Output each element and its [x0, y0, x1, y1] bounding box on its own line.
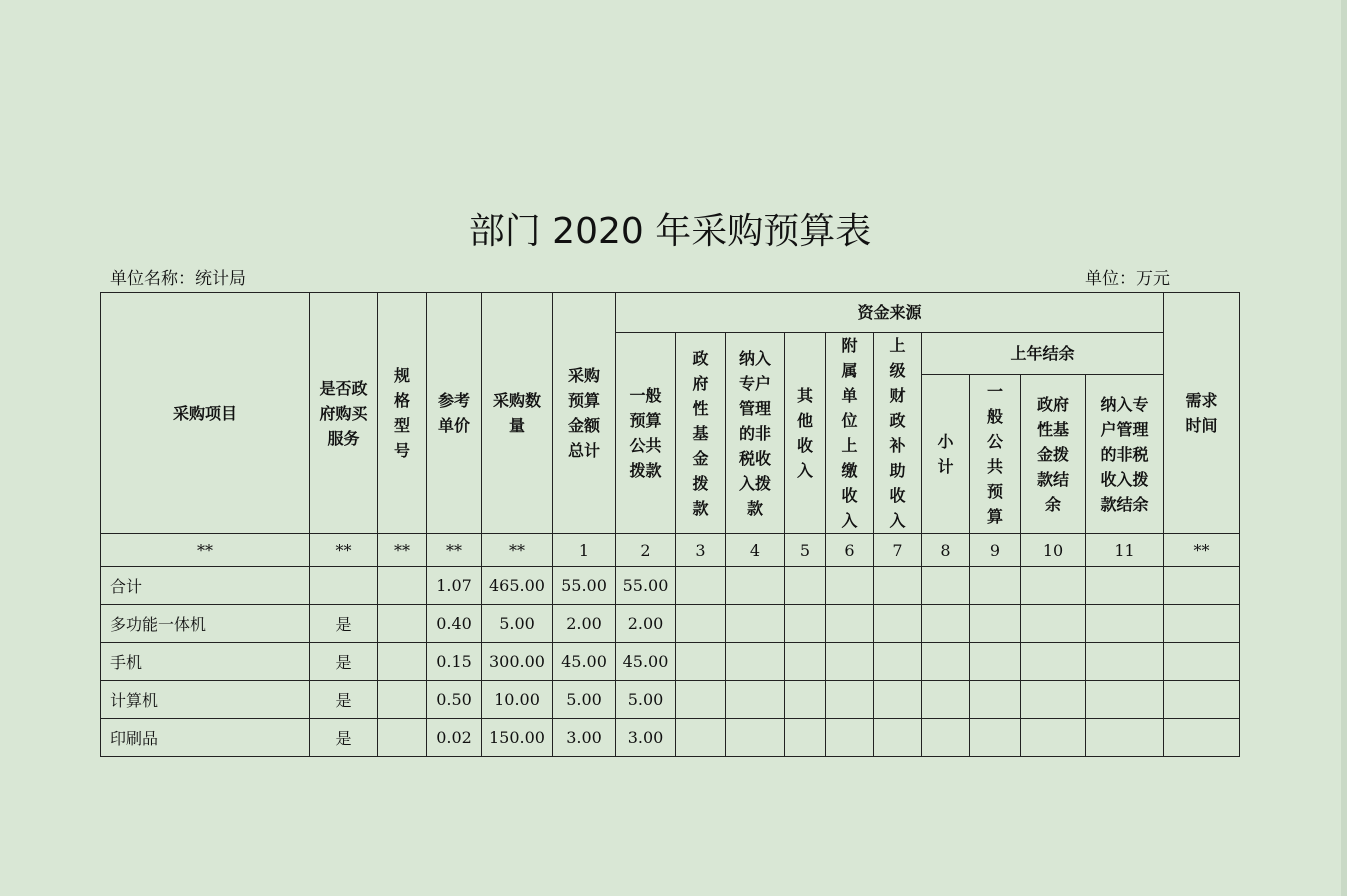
table-cell [726, 605, 785, 643]
table-cell [378, 643, 427, 681]
table-cell [874, 719, 922, 757]
header-need-time: 需求时间 [1164, 293, 1240, 534]
unit-name-label: 单位名称：统计局 [110, 269, 246, 289]
table-row [101, 681, 1240, 719]
index-cell: ** [310, 534, 378, 567]
table-cell: 5.00 [616, 681, 676, 719]
table-cell [826, 681, 874, 719]
page-title: 部门 2020 年采购预算表 [468, 211, 872, 252]
table-cell [726, 643, 785, 681]
index-cell: 8 [922, 534, 970, 567]
table-cell [378, 567, 427, 605]
table-cell [970, 681, 1021, 719]
page-edge [1341, 0, 1347, 896]
table-cell [1086, 605, 1164, 643]
table-cell [676, 681, 726, 719]
index-cell: ** [101, 534, 310, 567]
header-general-budget: 一般预算公共拨款 [616, 333, 676, 534]
header-carryover: 上年结余 [922, 333, 1164, 375]
table-cell [922, 719, 970, 757]
header-total: 采购预算金额总计 [553, 293, 616, 534]
table-cell [970, 719, 1021, 757]
table-cell: 2.00 [616, 605, 676, 643]
table-cell: 150.00 [482, 719, 553, 757]
table-cell [922, 643, 970, 681]
item-name-cell: 计算机 [101, 681, 310, 719]
table-cell [378, 605, 427, 643]
table-cell: 是 [310, 643, 378, 681]
table-cell [1086, 681, 1164, 719]
unit-label: 单位：万元 [1085, 269, 1170, 289]
table-cell [785, 681, 826, 719]
table-cell [378, 719, 427, 757]
table-cell [1021, 605, 1086, 643]
table-cell [726, 681, 785, 719]
header-spec: 规格型号 [378, 293, 427, 534]
index-cell: 9 [970, 534, 1021, 567]
header-carry-nontax: 纳入专户管理的非税收入拨款结余 [1086, 375, 1164, 534]
table-cell [726, 567, 785, 605]
table-row [101, 719, 1240, 757]
table-cell: 1.07 [427, 567, 482, 605]
table-cell [1021, 643, 1086, 681]
table-row [101, 567, 1240, 605]
table-cell [1164, 681, 1240, 719]
table-cell [785, 643, 826, 681]
index-cell: 11 [1086, 534, 1164, 567]
table-cell: 300.00 [482, 643, 553, 681]
table-cell: 0.02 [427, 719, 482, 757]
table-cell [676, 643, 726, 681]
item-name-cell: 多功能一体机 [101, 605, 310, 643]
table-cell [874, 567, 922, 605]
header-quantity: 采购数量 [482, 293, 553, 534]
index-cell: 2 [616, 534, 676, 567]
table-cell [1021, 681, 1086, 719]
header-nontax: 纳入专户管理的非税收入拨款 [726, 333, 785, 534]
header-other: 其他收入 [785, 333, 826, 534]
table-cell [1086, 719, 1164, 757]
table-cell: 3.00 [553, 719, 616, 757]
table-cell [676, 719, 726, 757]
table-cell: 45.00 [553, 643, 616, 681]
table-cell [922, 681, 970, 719]
table-cell [1021, 567, 1086, 605]
index-cell: 5 [785, 534, 826, 567]
index-cell: ** [427, 534, 482, 567]
table-cell [1021, 719, 1086, 757]
index-cell: 4 [726, 534, 785, 567]
table-cell: 5.00 [553, 681, 616, 719]
table-cell [970, 643, 1021, 681]
index-cell: 10 [1021, 534, 1086, 567]
header-affiliated: 附属单位上缴收入 [826, 333, 874, 534]
table-cell: 3.00 [616, 719, 676, 757]
index-cell: ** [1164, 534, 1240, 567]
table-cell [826, 605, 874, 643]
index-cell: 6 [826, 534, 874, 567]
header-gov-fund: 政府性基金拨款 [676, 333, 726, 534]
table-cell [922, 567, 970, 605]
table-cell [922, 605, 970, 643]
table-cell: 0.40 [427, 605, 482, 643]
table-cell [874, 681, 922, 719]
item-name-cell: 印刷品 [101, 719, 310, 757]
table-cell [310, 567, 378, 605]
table-cell [970, 605, 1021, 643]
table-cell [1164, 719, 1240, 757]
header-fund-source: 资金来源 [616, 293, 1164, 333]
header-gov-purchase: 是否政府购买服务 [310, 293, 378, 534]
table-cell: 10.00 [482, 681, 553, 719]
header-ref-price: 参考单价 [427, 293, 482, 534]
table-cell [970, 567, 1021, 605]
table-cell [726, 719, 785, 757]
table-cell [785, 605, 826, 643]
table-cell [785, 567, 826, 605]
table-cell [874, 643, 922, 681]
table-cell: 55.00 [553, 567, 616, 605]
table-cell [1086, 567, 1164, 605]
table-cell [785, 719, 826, 757]
header-superior: 上级财政补助收入 [874, 333, 922, 534]
table-cell [826, 567, 874, 605]
table-cell [676, 605, 726, 643]
table-cell: 是 [310, 681, 378, 719]
table-cell [378, 681, 427, 719]
table-cell [826, 643, 874, 681]
table-cell: 2.00 [553, 605, 616, 643]
index-cell: ** [482, 534, 553, 567]
table-cell [1164, 567, 1240, 605]
column-index-row [101, 534, 1240, 567]
table-cell: 是 [310, 719, 378, 757]
table-cell: 0.15 [427, 643, 482, 681]
table-cell [1086, 643, 1164, 681]
table-cell: 55.00 [616, 567, 676, 605]
table-row [101, 643, 1240, 681]
table-cell [1164, 605, 1240, 643]
table-cell [874, 605, 922, 643]
index-cell: ** [378, 534, 427, 567]
table-cell: 5.00 [482, 605, 553, 643]
procurement-budget-table [100, 292, 1240, 757]
table-cell: 45.00 [616, 643, 676, 681]
index-cell: 7 [874, 534, 922, 567]
index-cell: 3 [676, 534, 726, 567]
header-carry-gov-fund: 政府性基金拨款结余 [1021, 375, 1086, 534]
table-cell [826, 719, 874, 757]
header-item: 采购项目 [101, 293, 310, 534]
table-row [101, 605, 1240, 643]
item-name-cell: 合计 [101, 567, 310, 605]
table-cell [1164, 643, 1240, 681]
header-subtotal: 小计 [922, 375, 970, 534]
table-cell [676, 567, 726, 605]
index-cell: 1 [553, 534, 616, 567]
header-carry-general: 一般公共预算 [970, 375, 1021, 534]
table-cell: 465.00 [482, 567, 553, 605]
item-name-cell: 手机 [101, 643, 310, 681]
table-cell: 是 [310, 605, 378, 643]
table-cell: 0.50 [427, 681, 482, 719]
